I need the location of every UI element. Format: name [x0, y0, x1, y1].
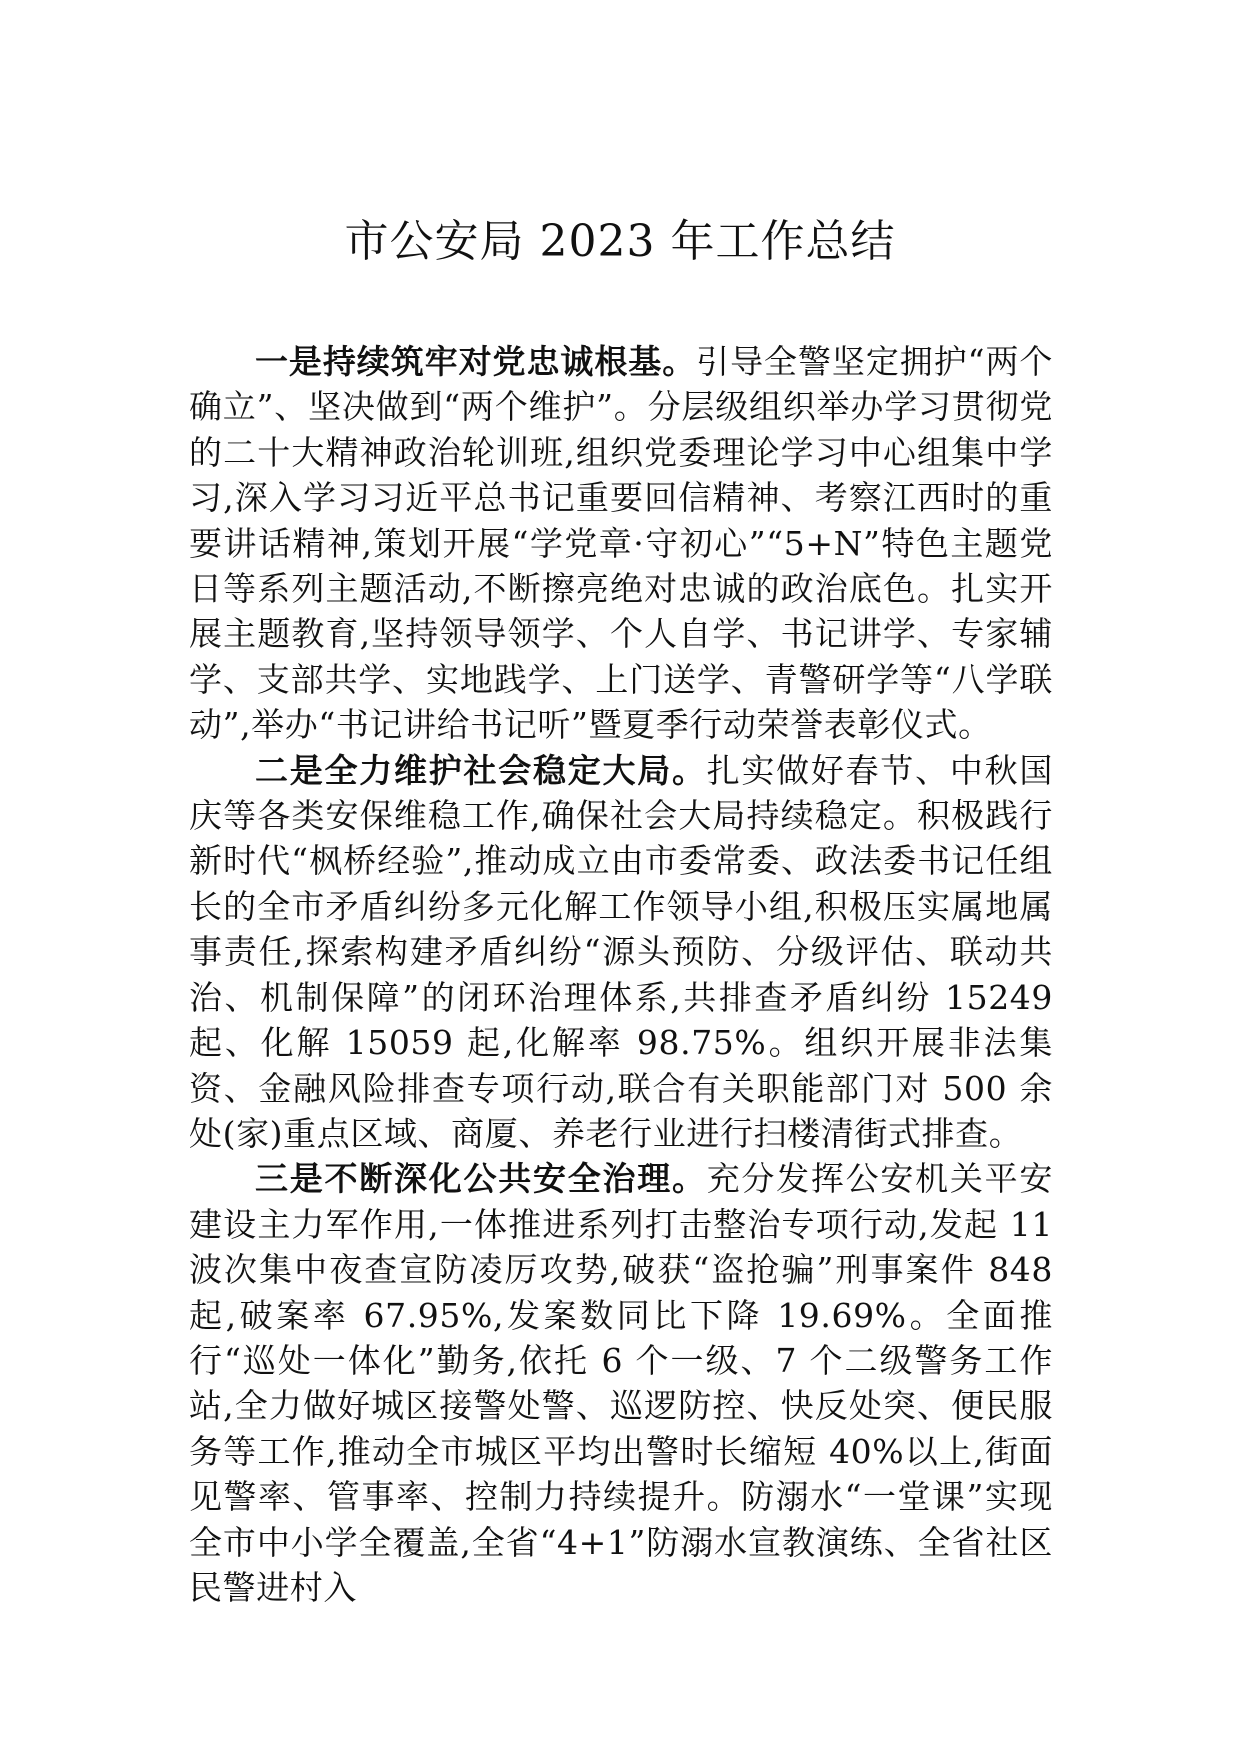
paragraph-3-lead: 三是不断深化公共安全治理。	[255, 1159, 707, 1199]
paragraph-3-text: 充分发挥公安机关平安建设主力军作用,一体推进系列打击整治专项行动,发起 11 波次集中夜查宣防凌厉攻势,破获“盗抢骗”刑事案件 848 起,破案率 67.95%,发案数同比下降 19.69%。全面推行“巡处一体化”勤务,依托 6 个一级、7 个二级警务工作站,全力做好城区接警处警、巡逻防控、快反处突、便民服务等工作,推动全市城区平均出警时长缩短 40%以上,街面见警率、管事率、控制力持续提升。防溺水“一堂课”实现全市中小学全覆盖,全省“4+1”防溺水宣教演练、全省社区民警进村入	[189, 1159, 1053, 1607]
paragraph-1-lead: 一是持续筑牢对党忠诚根基。	[255, 342, 697, 381]
paragraph-2	[189, 748, 1053, 1157]
paragraph-2-text: 扎实做好春节、中秋国庆等各类安保维稳工作,确保社会大局持续稳定。积极践行新时代“枫桥经验”,推动成立由市委常委、政法委书记任组长的全市矛盾纠纷多元化解工作领导小组,积极压实属地属事责任,探索构建矛盾纠纷“源头预防、分级评估、联动共治、机制保障”的闭环治理体系,共排查矛盾纠纷 15249 起、化解 15059 起,化解率 98.75%。组织开展非法集资、金融风险排查专项行动,联合有关职能部门对 500 余处(家)重点区域、商厦、养老行业进行扫楼清街式排查。	[189, 750, 1053, 1153]
document-body	[189, 339, 1053, 1610]
paragraph-1-text: 引导全警坚定拥护“两个确立”、坚决做到“两个维护”。分层级组织举办学习贯彻党的二十大精神政治轮训班,组织党委理论学习中心组集中学习,深入学习习近平总书记重要回信精神、考察江西时的重要讲话精神,策划开展“学党章·守初心”“5+N”特色主题党日等系列主题活动,不断擦亮绝对忠诚的政治底色。扎实开展主题教育,坚持领导领学、个人自学、书记讲学、专家辅学、支部共学、实地践学、上门送学、青警研学等“八学联动”,举办“书记讲给书记听”暨夏季行动荣誉表彰仪式。	[189, 342, 1053, 745]
paragraph-1	[189, 339, 1053, 748]
paragraph-3	[189, 1156, 1053, 1610]
paragraph-2-lead: 二是全力维护社会稳定大局。	[255, 750, 707, 790]
document-title: 市公安局 2023 年工作总结	[344, 216, 896, 267]
